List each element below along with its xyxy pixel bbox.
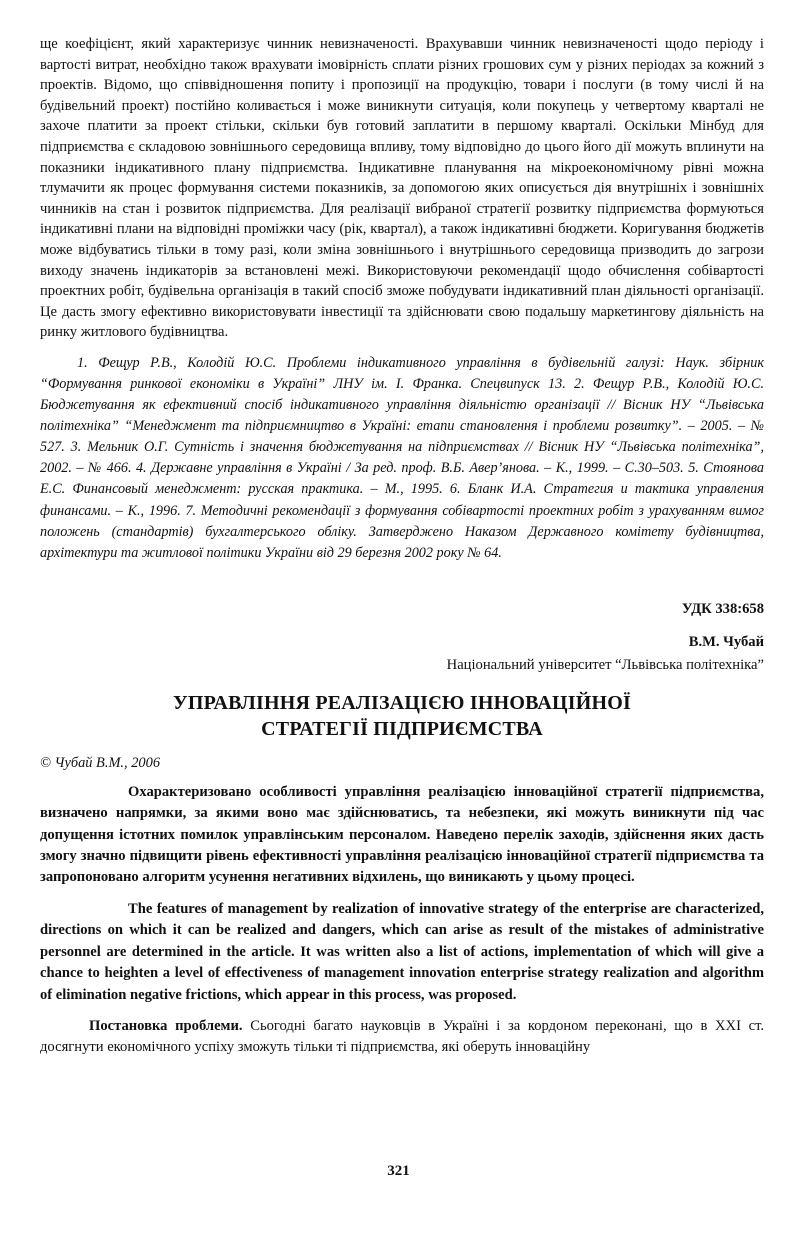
page-number: 321 [387, 1163, 410, 1179]
article-title [40, 690, 764, 742]
author-name: В.М. Чубай [688, 633, 764, 650]
introduction-heading: Постановка проблеми. [89, 1017, 243, 1034]
continuation-paragraph: ще коефіцієнт, який характеризує чинник невизначеності. Врахувавши чинник невизначеності щодо періоду і вартості витрат, необхідно також врахувати імовірність сплати різних грошових сум у різних періодах за кожний з проектів. Відомо, що співвідношення попиту і пропозиції на продукцію, товари і послуги (в тому числі й на будівельний проект) постійно коливається і може виникнути ситуація, коли покупець у четвертому кварталі не захоче платити за проект стільки, скільки був готовий заплатити в першому кварталі. Оскільки Мінбуд для підприємства є складовою зовнішнього середовища впливу, тому відповідно до цього його дії можуть вплинути на показники індикативного плану підприємства. Індикативне планування на мікроекономічному рівні можна тлумачити як процес формування системи показників, за допомогою яких описується дія внутрішніх і зовнішніх чинників на стан і розвиток підприємства. Для реалізації вибраної стратегії розвитку підприємства формуються індикативні плани на відповідні проміжки часу (рік, квартал), а також індикативні бюджети. Коригування бюджетів може відбуватись тільки в тому разі, коли зміна зовнішнього і внутрішнього середовища призводить до загрози виходу значень індикаторів за встановлені межі. Використовуючи рекомендації щодо обчислення собівартості проектних робіт, будівельна організація в такий спосіб зможе побудувати індикативний план діяльності організації. Це дасть змогу ефективно використовувати інвестиції та здійснювати свою подальшу маркетингову діяльність на ринку житлового будівництва. [40, 36, 764, 341]
article-title-line-2: СТРАТЕГІЇ ПІДПРИЄМСТВА [261, 717, 543, 740]
article-title-line-1: УПРАВЛІННЯ РЕАЛІЗАЦІЄЮ ІННОВАЦІЙНОЇ [172, 691, 632, 714]
introduction-paragraph [40, 1016, 764, 1058]
abstract-english: The features of management by realization of innovative strategy of the enterprise are characterized, directions on which it can be realized and dangers, which can arise as result of the mistakes of administrative personnel are determined in the article. It was written also a list of actions, implementation of which will give a chance to heighten a level of effectiveness of management innovation enterprise strategy realization and algorithm of elimination negative frictions, which appear in this process, was proposed. [40, 900, 764, 1003]
udk-code: УДК 338:658 [681, 600, 764, 617]
references-list: 1. Фещур Р.В., Колодій Ю.С. Проблеми індикативного управління в будівельній галузі: Наук. збірник “Формування ринкової економіки в Україні” ЛНУ ім. І. Франка. Спецвипуск 13. 2. Фещур Р.В., Колодій Ю.С. Бюджетування як ефективний спосіб індикативного управління діяльністю організації // Вісник НУ “Львівська політехніка” “Менеджмент та підприємництво в Україні: етапи становлення і проблеми розвитку”. – 2005. – № 527. 3. Мельник О.Г. Сутність і значення бюджетування на підприємствах // Вісник НУ “Львівська політехніка”, 2002. – № 466. 4. Державне управління в Україні / За ред. проф. В.Б. Авер’янова. – К., 1999. – С.30–503. 5. Стоянова Е.С. Финансовый менеджмент: русская практика. – М., 1995. 6. Бланк И.А. Стратегия и тактика управления финансами. – К., 1996. 7. Методичні рекомендації з формування собівартості проектних робіт з урахуванням вимог положень (стандартів) бухгалтерського обліку. Затверджено Наказом Державного комітету будівництва, архітектури та житлової політики України від 29 березня 2002 року № 64. [40, 354, 764, 561]
author-affiliation: Національний університет “Львівська політехніка” [446, 656, 764, 673]
abstract-ukrainian: Охарактеризовано особливості управління реалізацією інноваційної стратегії підприємства, визначено напрямки, за якими воно має здійснюватись, та небезпеки, які можуть виникнути під час допущення істотних помилок управлінським персоналом. Наведено перелік заходів, здійснення яких дасть змогу значно підвищити рівень ефективності управління реалізацією інноваційної стратегії підприємства та запропоновано алгоритм усунення негативних відхилень, що виникають у цьому процесі. [40, 783, 764, 886]
introduction-text: Сьогодні багато науковців в Україні і за кордоном переконані, що в XXI ст. досягнути економічного успіху зможуть тільки ті підприємства, які оберуть інноваційну [40, 1017, 765, 1055]
copyright-notice: © Чубай В.М., 2006 [40, 754, 161, 771]
page-content [40, 34, 764, 1058]
